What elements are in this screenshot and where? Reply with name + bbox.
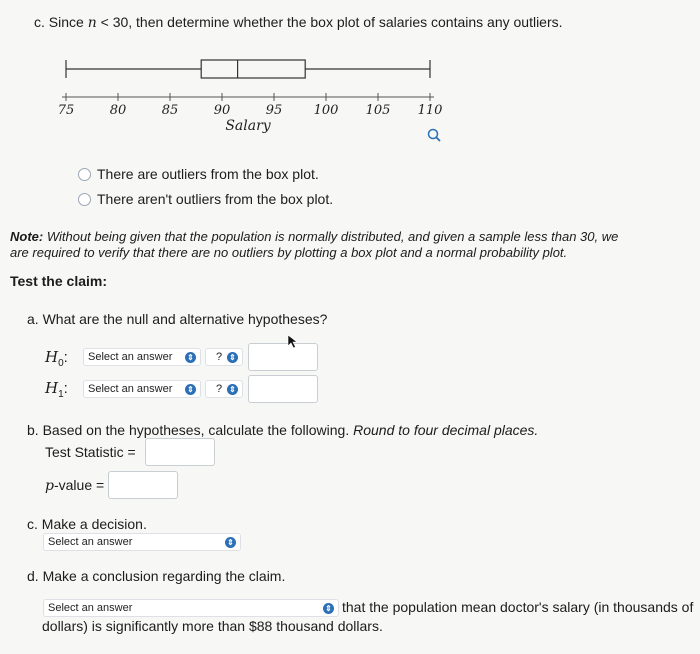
tick-label: 100 (313, 103, 339, 118)
decision-select[interactable] (43, 533, 241, 551)
mouse-cursor-icon (287, 334, 301, 350)
tick-label: 80 (109, 103, 127, 118)
axis-label: Salary (225, 118, 271, 134)
select-text: ? (216, 351, 223, 363)
select-text: ? (216, 383, 223, 395)
question-text: b. Based on the hypotheses, calculate the following. (27, 422, 350, 438)
part-c-decision-question: c. Make a decision. (27, 516, 147, 532)
box-plot (50, 55, 460, 150)
conclusion-text-1: that the population mean doctor's salary (in thousands of (342, 599, 694, 615)
test-statistic-input[interactable] (145, 438, 215, 466)
tick-label: 85 (161, 103, 179, 118)
question-suffix: , then determine whether the box plot of salaries contains any outliers. (128, 14, 563, 30)
select-text: Select an answer (48, 536, 133, 548)
conclusion-select[interactable] (43, 599, 339, 617)
part-a-question: a. What are the null and alternative hypotheses? (27, 311, 328, 327)
note-line-2: are required to verify that there are no outliers by plotting a box plot and a normal probability plot. (10, 245, 568, 260)
h1-label (45, 379, 68, 400)
conclusion-text-2: dollars) is significantly more than $88 thousand dollars. (42, 618, 383, 634)
h-subscript: 1 (58, 389, 64, 400)
radio-button[interactable] (78, 168, 91, 181)
tick-label: 95 (265, 103, 283, 118)
colon: : (63, 380, 68, 397)
h0-value-input[interactable] (248, 343, 318, 371)
select-arrows-icon: ⇕ (185, 352, 196, 363)
question-italic: Round to four decimal places. (349, 422, 539, 438)
question-prefix: c. Since (34, 14, 84, 30)
p-value-label (45, 477, 104, 494)
h-subscript: 0 (58, 358, 64, 369)
option-label: There aren't outliers from the box plot. (97, 191, 334, 207)
select-arrows-icon: ⇕ (227, 384, 238, 395)
h0-label (45, 348, 68, 369)
tick-label: 75 (57, 103, 75, 118)
select-arrows-icon: ⇕ (323, 603, 334, 614)
iqr-box (201, 60, 305, 78)
h-symbol: H (45, 348, 59, 366)
p-value-text: -value = (53, 477, 105, 493)
tick-label: 90 (213, 103, 231, 118)
colon: : (63, 349, 68, 366)
select-arrows-icon: ⇕ (227, 352, 238, 363)
test-statistic-label: Test Statistic = (45, 444, 136, 460)
magnifier-icon[interactable] (429, 130, 441, 142)
h1-select[interactable] (83, 380, 201, 398)
note-line-1: Without being given that the population is normally distributed, and given a sample less than 30, we (43, 229, 619, 244)
option-no-outliers[interactable] (78, 191, 333, 207)
note-label: Note: (10, 229, 44, 244)
note-text (10, 229, 695, 261)
p-value-input[interactable] (108, 471, 178, 499)
select-text: Select an answer (48, 602, 133, 614)
math-variable-n: n (87, 15, 97, 31)
option-label: There are outliers from the box plot. (97, 166, 319, 182)
p-symbol: p (45, 478, 54, 494)
select-text: Select an answer (88, 351, 173, 363)
part-b-question (27, 422, 538, 438)
outlier-question (34, 14, 563, 31)
h1-value-input[interactable] (248, 375, 318, 403)
select-arrows-icon: ⇕ (225, 537, 236, 548)
option-outliers[interactable] (78, 166, 319, 182)
h0-select[interactable] (83, 348, 201, 366)
tick-label: 105 (365, 103, 391, 118)
select-arrows-icon: ⇕ (185, 384, 196, 395)
test-claim-heading: Test the claim: (10, 273, 107, 289)
radio-button[interactable] (78, 193, 91, 206)
h1-operator-select[interactable] (205, 380, 243, 398)
h-symbol: H (45, 379, 59, 397)
math-less-than: < 30 (100, 14, 129, 30)
part-d-question: d. Make a conclusion regarding the claim. (27, 568, 286, 584)
h0-operator-select[interactable] (205, 348, 243, 366)
tick-label: 110 (417, 103, 443, 118)
select-text: Select an answer (88, 383, 173, 395)
